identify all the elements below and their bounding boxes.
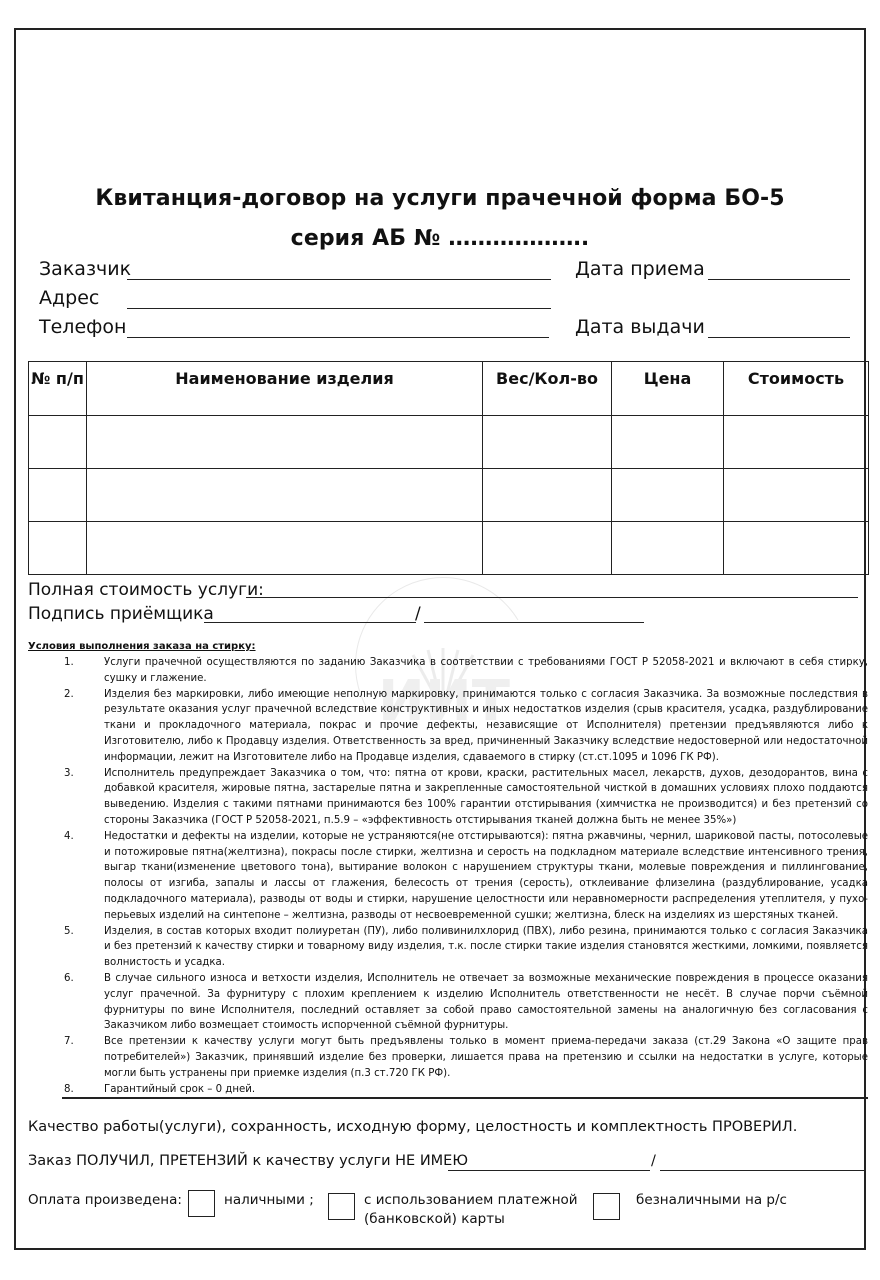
table-cell[interactable]: [87, 416, 483, 469]
list-item-text: Недостатки и дефекты на изделии, которые не устраняются(не отстирываются): пятна ржавчины, чернил, шариковой пасты, потосолевые и потожировые пятна(желтизна), покрасы после стирки, желтизна и серость на подкладном материале вследствие интенсивного трения, выгар ткани(изменение цветового тона), вытирание волокон с нарушением структуры ткани, молевые повреждения и пиллингование, полосы от изгиба, запалы и лассы от глажения, белесость от трения (серость), отклеивание флизелина (раздублирование, усадка подкладочного материала), разводы от воды и стирки, нарушение целостности или неравномерности распределения утеплителя, у пухо-перьевых изделий на синтепоне – желтизна, разводы от несвоевременной сушки; желтизна, блеск на изделиях из шерстяных тканей.: [104, 830, 868, 921]
table-cell[interactable]: [483, 469, 612, 522]
table-header-row: [29, 362, 869, 416]
list-item: [28, 829, 868, 924]
list-item-number: 3.: [64, 767, 74, 779]
payment-transfer-checkbox[interactable]: [593, 1193, 620, 1220]
terms-divider: [62, 1097, 868, 1099]
items-table: [28, 361, 869, 575]
list-item-text: Исполнитель предупреждает Заказчика о том, что: пятна от крови, краски, растительных масел, лекарств, духов, дезодорантов, вина с добавкой красителя, жировые пятна, застарелые пятна и закрепленные самостоятельной чисткой в домашних условиях плохо поддаются выведению. Изделия с такими пятнами принимаются без 100% гарантии отстирывания (химчистка не производится) и без претензий со стороны Заказчика (ГОСТ Р 52058-2021, п.5.9 – «эффективность отстирывания тканей должна быть не менее 35%»): [104, 767, 868, 826]
date-issued-label: Дата выдачи: [575, 316, 705, 338]
list-item: [28, 971, 868, 1034]
table-row: [29, 416, 869, 469]
list-item-number: 2.: [64, 688, 74, 700]
col-weight-qty: Вес/Кол-во: [483, 362, 612, 416]
receiver-name-field[interactable]: [424, 622, 644, 623]
list-item: [28, 1082, 868, 1098]
table-cell[interactable]: [483, 522, 612, 575]
col-price: Цена: [612, 362, 724, 416]
order-received-text: Заказ ПОЛУЧИЛ, ПРЕТЕНЗИЙ к качеству услуги НЕ ИМЕЮ: [28, 1153, 468, 1169]
list-item-number: 4.: [64, 830, 74, 842]
table-cell[interactable]: [29, 522, 87, 575]
phone-label: Телефон: [39, 316, 127, 338]
terms-title: Условия выполнения заказа на стирку:: [28, 641, 256, 652]
form-title: Квитанция-договор на услуги прачечной форма БО-5: [95, 186, 785, 211]
list-item-text: В случае сильного износа и ветхости изделия, Исполнитель не отвечает за возможные механические повреждения в процессе оказания услуг прачечной. За фурнитуру с плохим креплением к изделию Исполнитель ответственности не несёт. В случае порчи съёмной фурнитуры по вине Исполнителя, последний оставляет за собой право самостоятельной замены на аналогичную без согласования с Заказчиком либо возмещает стоимость испорченной съёмной фурнитуры.: [104, 972, 868, 1032]
table-cell[interactable]: [29, 469, 87, 522]
list-item: [28, 655, 868, 687]
table-cell[interactable]: [483, 416, 612, 469]
customer-label: Заказчик: [39, 258, 132, 280]
table-row: [29, 522, 869, 575]
payment-cash-label: наличными ;: [224, 1192, 314, 1208]
list-item-number: 5.: [64, 925, 74, 937]
date-received-label: Дата приема: [575, 258, 705, 280]
table-cell[interactable]: [724, 469, 869, 522]
table-cell[interactable]: [87, 469, 483, 522]
address-field[interactable]: [127, 308, 551, 309]
list-item-text: Изделия, в состав которых входит полиуретан (ПУ), либо поливинилхлорид (ПВХ), либо резина, принимаются только с согласия Заказчика и без претензий к качеству стирки и товарному виду изделия, т.к. после стирки такие изделия становятся жесткими, ломкими, появляется волнистость и усадка.: [104, 925, 868, 969]
received-slash: /: [651, 1153, 656, 1169]
terms-list: [28, 655, 868, 1097]
form-series: серия АБ № ……………….: [290, 226, 590, 251]
list-item-text: Гарантийный срок – 0 дней.: [104, 1083, 256, 1095]
table-cell[interactable]: [87, 522, 483, 575]
quality-checked-text: Качество работы(услуги), сохранность, исходную форму, целостность и комплектность ПРОВЕРИЛ.: [28, 1119, 798, 1135]
full-cost-label: Полная стоимость услуги:: [28, 580, 264, 600]
list-item-number: 8.: [64, 1083, 74, 1095]
payment-cash-checkbox[interactable]: [188, 1190, 215, 1217]
date-issued-field[interactable]: [708, 337, 850, 338]
col-cost: Стоимость: [724, 362, 869, 416]
list-item: [28, 1034, 868, 1081]
col-item-name: Наименование изделия: [87, 362, 483, 416]
list-item: [28, 924, 868, 971]
phone-field[interactable]: [127, 337, 549, 338]
table-cell[interactable]: [612, 469, 724, 522]
customer-name-field[interactable]: [660, 1170, 864, 1171]
list-item: [28, 687, 868, 766]
payment-card-checkbox[interactable]: [328, 1193, 355, 1220]
list-item-text: Изделия без маркировки, либо имеющие неполную маркировку, принимаются только с согласия Заказчика. За возможные последствия в результате оказания услуг прачечной вследствие конструктивных и иных недостатков изделия (срыв красителя, усадка, раздублирование ткани и прокладочного материала, покрас и прочие дефекты, независящие от Исполнителя) претензии предъявляются либо к Изготовителю, либо к Продавцу изделия. Ответственность за вред, причиненный Заказчику вследствие недостоверной или недостаточной информации, лежит на Изготовителе либо на Продавце изделия, сдаваемого в стирку (ст.ст.1095 и 1096 ГК РФ).: [104, 688, 868, 763]
receiver-signature-field[interactable]: [204, 622, 416, 623]
payment-card-label: с использованием платежной (банковской) карты: [364, 1192, 578, 1227]
table-cell[interactable]: [724, 522, 869, 575]
list-item-number: 7.: [64, 1036, 74, 1048]
list-item: [28, 766, 868, 829]
payment-transfer-label: безналичными на р/с: [636, 1192, 787, 1208]
list-item-number: 6.: [64, 972, 74, 984]
address-label: Адрес: [39, 287, 100, 309]
table-cell[interactable]: [29, 416, 87, 469]
full-cost-field[interactable]: [246, 597, 858, 598]
date-received-field[interactable]: [708, 279, 850, 280]
svg-text:ИИТ: ИИТ: [378, 669, 510, 730]
table-cell[interactable]: [724, 416, 869, 469]
payment-label: Оплата произведена:: [28, 1192, 182, 1208]
signature-slash: /: [415, 604, 421, 624]
customer-field[interactable]: [127, 279, 551, 280]
list-item-number: 1.: [64, 657, 74, 668]
table-cell[interactable]: [612, 416, 724, 469]
list-item-text: Все претензии к качеству услуги могут быть предъявлены только в момент приема-передачи заказа (ст.29 Закона «О защите прав потребителей») Заказчик, принявший изделие без проверки, лишается права на претензию и ссылки на недостатки в услуге, которые могли быть устранены при приемке изделия (п.3 ст.720 ГК РФ).: [104, 1036, 868, 1079]
col-number: № п/п: [29, 362, 87, 416]
customer-signature-field[interactable]: [448, 1170, 650, 1171]
list-item-text: Услуги прачечной осуществляются по заданию Заказчика в соответствии с требованиями ГОСТ Р 52058-2021 и включают в себя стирку, сушку и глажение.: [104, 657, 868, 684]
table-cell[interactable]: [612, 522, 724, 575]
table-row: [29, 469, 869, 522]
receiver-signature-label: Подпись приёмщика: [28, 604, 214, 624]
